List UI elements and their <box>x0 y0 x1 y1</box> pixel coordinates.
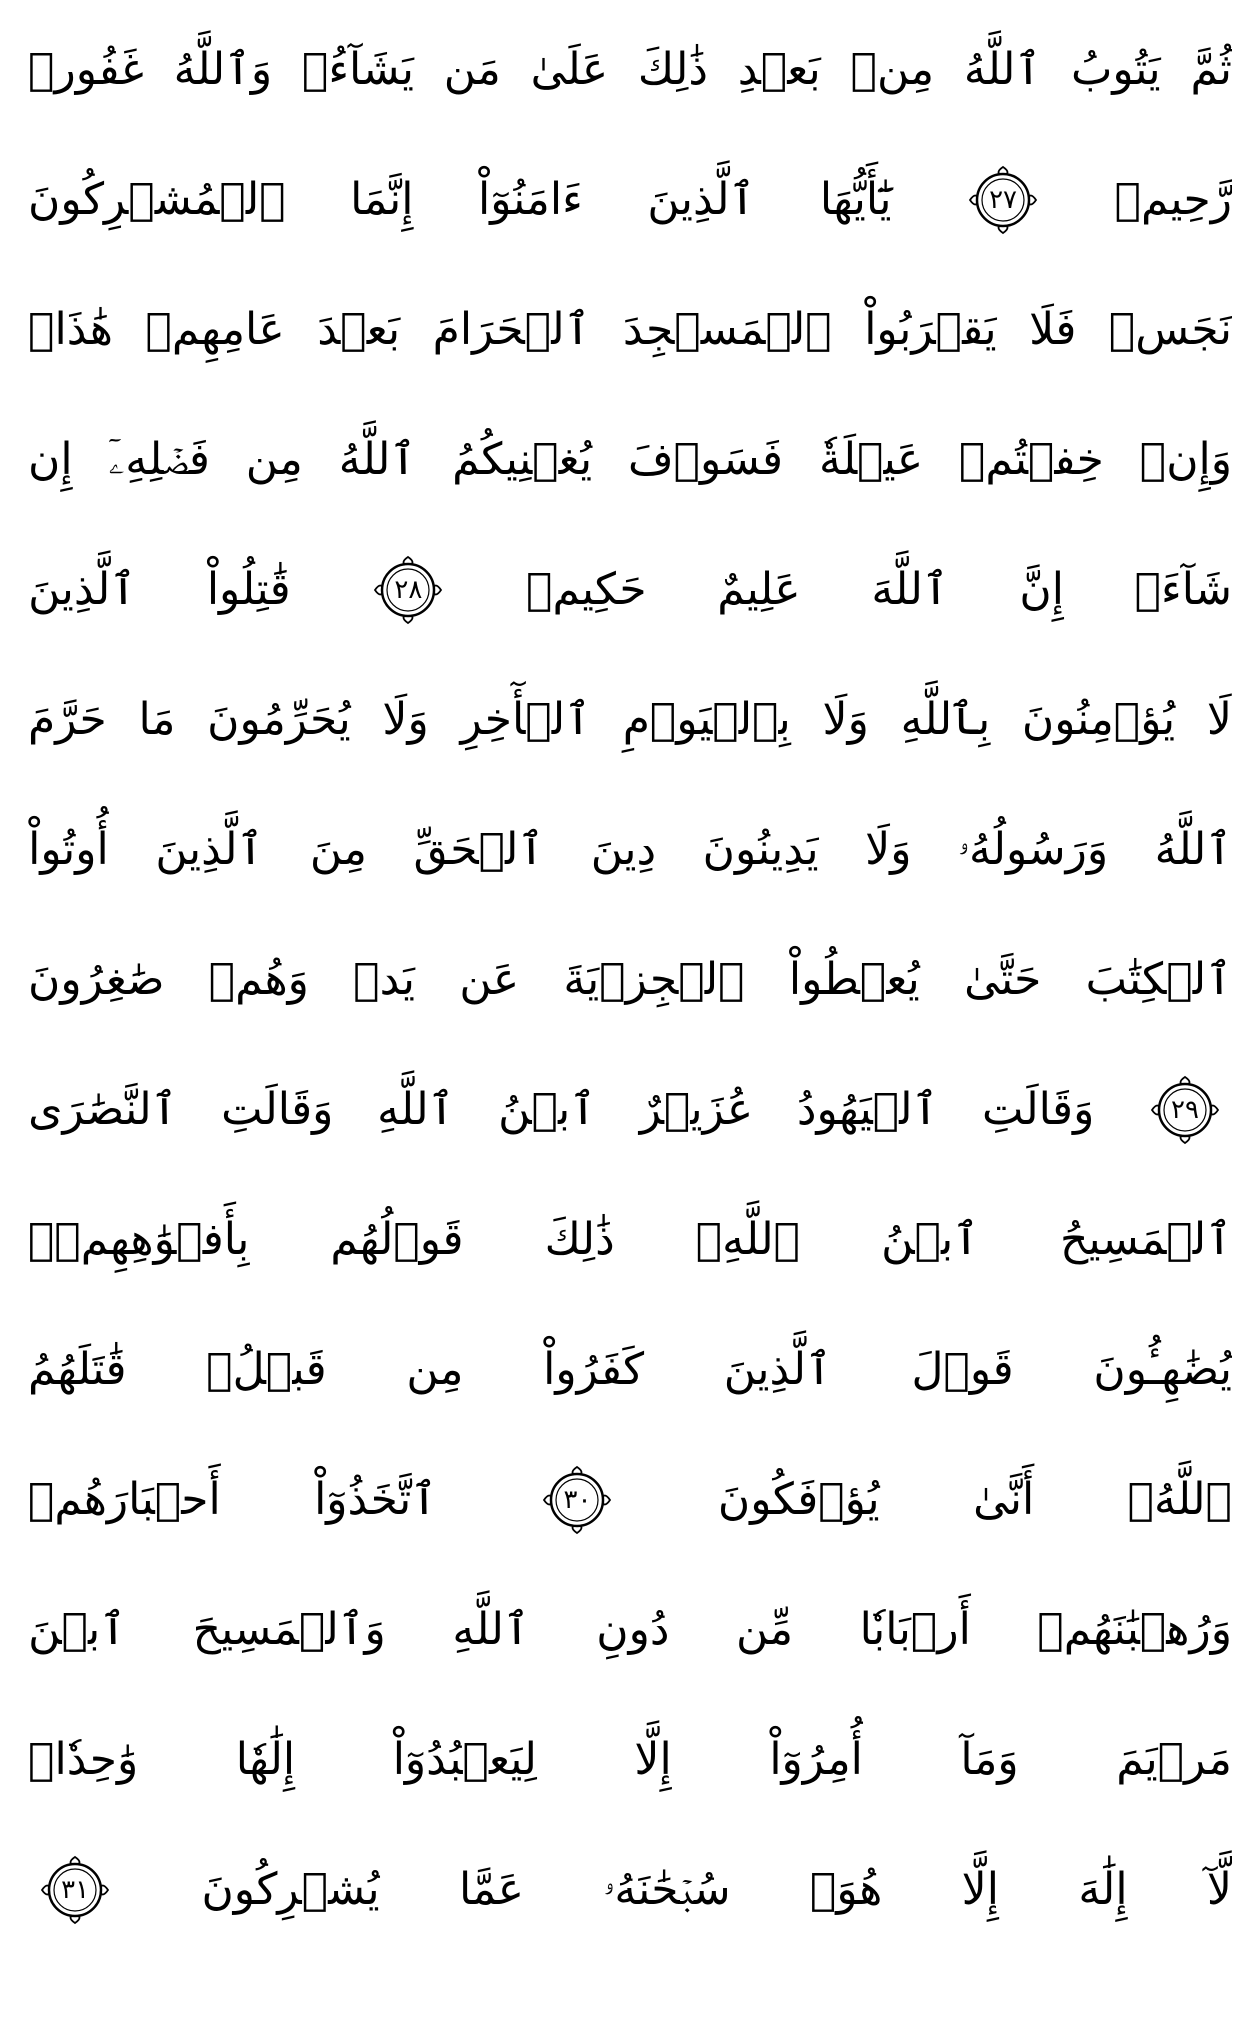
ayah-number: ٣٠ <box>563 1485 592 1515</box>
quran-word: إِلَٰهَ <box>1078 1864 1128 1915</box>
quran-word: يُؤۡفَكُونَ <box>717 1474 880 1525</box>
quran-word: ٱلۡمَسۡجِدَ <box>622 304 832 355</box>
text-line <box>28 1700 1232 1820</box>
quran-word: يَتُوبُ <box>1070 44 1161 95</box>
quran-word: قَوۡلُهُم <box>330 1214 464 1265</box>
quran-word: ٱلۡمَسِيحُ <box>1060 1214 1232 1265</box>
quran-word: يَدِينُونَ <box>702 824 819 875</box>
quran-word: ٱلۡكِتَٰبَ <box>1085 954 1232 1005</box>
ayah-number: ٢٩ <box>1171 1095 1199 1125</box>
quran-word: وَٱلۡمَسِيحَ <box>192 1604 386 1655</box>
quran-word: مِن <box>406 1344 464 1395</box>
quran-word: وَرُهۡبَٰنَهُمۡ <box>1037 1604 1232 1655</box>
quran-word: ٱللَّهَ <box>871 564 949 615</box>
quran-word: غَفُورٞ <box>28 44 144 95</box>
quran-word: ٱللَّهُ <box>1154 824 1232 875</box>
quran-word: شَآءَۚ <box>1134 564 1232 615</box>
quran-word: ٱلَّذِينَ <box>28 564 137 615</box>
quran-word: إِلَٰهٗا <box>235 1734 296 1785</box>
ayah-end-marker <box>1146 1071 1224 1149</box>
ayah-end-marker <box>36 1851 114 1929</box>
quran-word: ٱلَّذِينَ <box>723 1344 832 1395</box>
text-line <box>28 140 1232 260</box>
quran-word: مِّن <box>735 1604 794 1655</box>
quran-word: عَن <box>459 954 520 1005</box>
quran-word: مِن <box>245 434 303 485</box>
ayah-end-marker <box>538 1461 616 1539</box>
quran-word: يَقۡرَبُواْ <box>864 304 997 355</box>
quran-word: مَن <box>443 44 501 95</box>
quran-word: ٱلۡمُشۡرِكُونَ <box>28 174 286 225</box>
quran-word: عَلِيمٌ <box>717 564 801 615</box>
quran-word: نَجَسٞ <box>1108 304 1232 355</box>
quran-word: ٱللَّهِ <box>377 1084 455 1135</box>
quran-word: ٱلَّذِينَ <box>647 174 756 225</box>
text-line <box>28 1310 1232 1430</box>
quran-word: لَّآ <box>1206 1864 1232 1915</box>
quran-word: إِن <box>28 434 73 485</box>
quran-word: وَقَالَتِ <box>982 1084 1095 1135</box>
quran-word: صَٰغِرُونَ <box>28 954 165 1005</box>
text-line <box>28 10 1232 130</box>
quran-word: عُزَيۡرٌ <box>639 1084 754 1135</box>
quran-word: هُوَۚ <box>809 1864 883 1915</box>
quran-word: دُونِ <box>596 1604 670 1655</box>
quran-word: سُبۡحَٰنَهُۥ <box>603 1864 731 1915</box>
quran-word: أَنَّىٰ <box>973 1474 1035 1525</box>
quran-word: ٱبۡنَ <box>28 1604 127 1655</box>
quran-word: لِيَعۡبُدُوٓاْ <box>392 1734 537 1785</box>
quran-word: ٱلۡحَرَامَ <box>432 304 591 355</box>
quran-word: وَلَا <box>382 694 429 745</box>
ayah-number: ٢٧ <box>989 185 1017 215</box>
text-line <box>28 270 1232 390</box>
quran-word: هَٰذَاۚ <box>28 304 114 355</box>
quran-word: بِٱلۡيَوۡمِ <box>622 694 791 745</box>
quran-word: قَٰتَلَهُمُ <box>28 1344 127 1395</box>
quran-word: ٱللَّهُۖ <box>1127 1474 1232 1525</box>
quran-word: يُغۡنِيكُمُ <box>452 434 593 485</box>
text-line <box>28 1050 1232 1170</box>
quran-word: ذَٰلِكَ <box>637 44 708 95</box>
quran-word: وَإِنۡ <box>1139 434 1232 485</box>
quran-word: رَّحِيمٞ <box>1114 174 1232 225</box>
quran-word: فَسَوۡفَ <box>628 434 784 485</box>
quran-word: مَرۡيَمَ <box>1116 1734 1232 1785</box>
quran-word: وَهُمۡ <box>208 954 309 1005</box>
quran-word: ثُمَّ <box>1190 44 1232 95</box>
quran-word: بِٱللَّهِ <box>900 694 991 745</box>
quran-word: بَعۡدِ <box>737 44 821 95</box>
quran-word: وَمَآ <box>960 1734 1019 1785</box>
text-line <box>28 1180 1232 1300</box>
quran-word: إِنَّ <box>1019 564 1064 615</box>
quran-word: إِنَّمَا <box>350 174 414 225</box>
quran-word: قَٰتِلُواْ <box>206 564 291 615</box>
quran-word: حَرَّمَ <box>28 694 107 745</box>
quran-word: يَشَآءُۗ <box>301 44 414 95</box>
quran-word: ٱللَّهِۖ <box>695 1214 801 1265</box>
quran-word: يُحَرِّمُونَ <box>207 694 351 745</box>
quran-word: عَمَّا <box>458 1864 525 1915</box>
text-line <box>28 1440 1232 1560</box>
quran-word: مَا <box>138 694 176 745</box>
quran-word: أَحۡبَارَهُمۡ <box>28 1474 221 1525</box>
ayah-number: ٣١ <box>61 1875 90 1905</box>
quran-word: ذَٰلِكَ <box>544 1214 615 1265</box>
quran-word: عَلَىٰ <box>530 44 609 95</box>
quran-word: لَا <box>1206 694 1232 745</box>
quran-word: إِلَّا <box>961 1864 999 1915</box>
quran-word: وَلَا <box>865 824 912 875</box>
quran-word: ٱبۡنُ <box>881 1214 980 1265</box>
quran-word: أَرۡبَابٗا <box>859 1604 971 1655</box>
quran-word: ٱلَّذِينَ <box>155 824 264 875</box>
quran-word: ٱلۡيَهُودُ <box>796 1084 939 1135</box>
text-line <box>28 920 1232 1040</box>
quran-word: وَٱللَّهُ <box>173 44 273 95</box>
quran-word: إِلَّا <box>634 1734 672 1785</box>
quran-word: حَتَّىٰ <box>964 954 1042 1005</box>
quran-word: فَضۡلِهِۦٓ <box>108 434 210 485</box>
quran-word: بِأَفۡوَٰهِهِمۡۖ <box>28 1214 250 1265</box>
quran-word: عَامِهِمۡ <box>145 304 285 355</box>
text-line <box>28 660 1232 780</box>
quran-word: ٱللَّهِ <box>452 1604 530 1655</box>
quran-word: أُوتُواْ <box>28 824 109 875</box>
quran-word: ٱلۡحَقِّ <box>413 824 545 875</box>
ayah-number: ٢٨ <box>394 575 423 605</box>
text-line <box>28 1830 1232 1950</box>
quran-word: ٱتَّخَذُوٓاْ <box>314 1474 438 1525</box>
quran-word: أُمِرُوٓاْ <box>769 1734 863 1785</box>
quran-word: حَكِيمٞ <box>526 564 647 615</box>
text-line <box>28 530 1232 650</box>
quran-word: عَيۡلَةٗ <box>819 434 924 485</box>
ayah-end-marker <box>964 161 1042 239</box>
quran-word: ءَامَنُوٓاْ <box>478 174 583 225</box>
quran-word: ٱللَّهُ <box>963 44 1042 95</box>
quran-word: ٱبۡنُ <box>498 1084 597 1135</box>
quran-word: ٱللَّهُ <box>338 434 417 485</box>
quran-word: فَلَا <box>1029 304 1077 355</box>
quran-word: يَدٖ <box>353 954 415 1005</box>
quran-word: كَفَرُواْ <box>543 1344 645 1395</box>
quran-word: يُعۡطُواْ <box>788 954 920 1005</box>
quran-word: يُضَٰهِـُٔونَ <box>1093 1344 1232 1395</box>
quran-word: ٱلۡأٓخِرِ <box>460 694 591 745</box>
quran-word: وَقَالَتِ <box>221 1084 334 1135</box>
text-line <box>28 400 1232 520</box>
quran-word: مِنۢ <box>850 44 935 95</box>
quran-word: وَٰحِدٗاۖ <box>28 1734 139 1785</box>
quran-word: قَبۡلُۚ <box>206 1344 327 1395</box>
quran-word: يُشۡرِكُونَ <box>201 1864 380 1915</box>
quran-word: بَعۡدَ <box>317 304 401 355</box>
quran-word: يَٰٓأَيُّهَا <box>819 174 892 225</box>
quran-word: قَوۡلَ <box>911 1344 1014 1395</box>
ayah-end-marker <box>369 551 447 629</box>
quran-word: خِفۡتُمۡ <box>959 434 1104 485</box>
quran-word: يُؤۡمِنُونَ <box>1021 694 1176 745</box>
quran-word: ٱلنَّصَٰرَى <box>28 1084 178 1135</box>
quran-word: دِينَ <box>590 824 657 875</box>
text-line <box>28 790 1232 910</box>
quran-word: مِنَ <box>309 824 367 875</box>
quran-word: ٱلۡجِزۡيَةَ <box>563 954 745 1005</box>
text-line <box>28 1570 1232 1690</box>
quran-word: وَرَسُولُهُۥ <box>958 824 1109 875</box>
quran-word: وَلَا <box>822 694 869 745</box>
